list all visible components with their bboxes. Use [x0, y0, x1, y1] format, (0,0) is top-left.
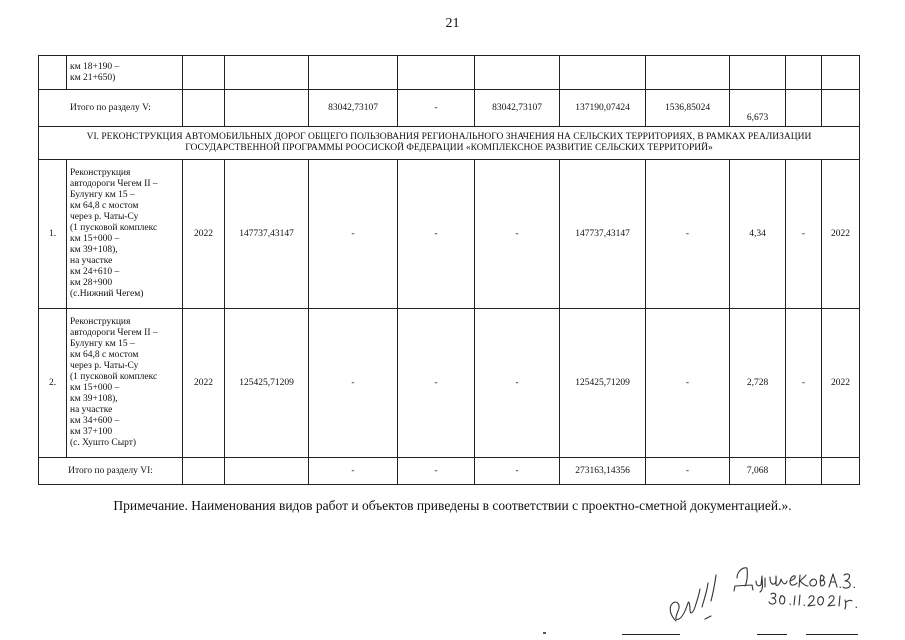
section-header-row [39, 127, 860, 160]
value-cell: - [646, 160, 730, 309]
scan-speck [543, 632, 546, 634]
total-value: - [398, 458, 475, 485]
table-row-continuation [39, 56, 860, 90]
value-cell: 147737,43147 [225, 160, 309, 309]
object-name: Реконструкция автодороги Чегем II – Булунгу км 15 – км 64,8 с мостом через р. Чаты-Су (1 пусковой комплекс км 15+000 – км 39+108), на участке км 24+610 – км 28+900 (с.Нижний Чегем) [67, 160, 183, 309]
signature-line [622, 634, 680, 635]
handwritten-signature [0, 545, 905, 640]
value-cell: - [398, 309, 475, 458]
total-value: 1536,85024 [646, 90, 730, 127]
value-cell: - [786, 309, 822, 458]
value-cell: 4,34 [730, 160, 786, 309]
signature-block [0, 545, 905, 640]
row-number: 2. [39, 309, 67, 458]
value-cell: - [475, 309, 560, 458]
total-label: Итого по разделу V: [39, 90, 183, 127]
table-row [39, 160, 860, 309]
total-value: - [475, 458, 560, 485]
total-label: Итого по разделу VI: [39, 458, 183, 485]
value-cell: - [398, 160, 475, 309]
year-cell: 2022 [183, 160, 225, 309]
year-cell: 2022 [822, 160, 860, 309]
value-cell: - [475, 160, 560, 309]
signature-line [806, 634, 858, 635]
section-title: VI. РЕКОНСТРУКЦИЯ АВТОМОБИЛЬНЫХ ДОРОГ ОБЩЕГО ПОЛЬЗОВАНИЯ РЕГИОНАЛЬНОГО ЗНАЧЕНИЯ НА СЕЛЬСКИХ ТЕРРИТОРИЯХ, В РАМКАХ РЕАЛИЗАЦИИ ГОСУДАРСТВЕННОЙ ПРОГРАММЫ РООСИСКОЙ ФЕДЕРАЦИИ «КОМПЛЕКСНОЕ РАЗВИТИЕ СЕЛЬСКИХ ТЕРРИТОРИЙ» [39, 127, 860, 160]
year-cell: 2022 [183, 309, 225, 458]
value-cell: 2,728 [730, 309, 786, 458]
total-value: - [398, 90, 475, 127]
value-cell: - [646, 309, 730, 458]
value-cell: - [309, 160, 398, 309]
table-row-total-section-v [39, 90, 860, 127]
total-value: 273163,14356 [560, 458, 646, 485]
total-value: - [309, 458, 398, 485]
footnote: Примечание. Наименования видов работ и объектов приведены в соответствии с проектно-сметной документацией.». [113, 498, 792, 513]
table-row [39, 309, 860, 458]
data-table [38, 55, 860, 485]
value-cell: 125425,71209 [560, 309, 646, 458]
signature-line [757, 634, 787, 635]
value-cell: 125425,71209 [225, 309, 309, 458]
total-value: 6,673 [730, 90, 786, 127]
value-cell: - [786, 160, 822, 309]
page-number: 21 [445, 16, 460, 31]
row-number: 1. [39, 160, 67, 309]
total-value: 137190,07424 [560, 90, 646, 127]
total-value: 83042,73107 [475, 90, 560, 127]
table-row-total-section-vi [39, 458, 860, 485]
value-cell: - [309, 309, 398, 458]
year-cell: 2022 [822, 309, 860, 458]
value-cell: 147737,43147 [560, 160, 646, 309]
object-name: км 18+190 – км 21+650) [67, 56, 183, 90]
total-value: - [646, 458, 730, 485]
total-value: 83042,73107 [309, 90, 398, 127]
total-value: 7,068 [730, 458, 786, 485]
object-name: Реконструкция автодороги Чегем II – Булунгу км 15 – км 64,8 с мостом через р. Чаты-Су (1 пусковой комплекс км 15+000 – км 39+108), на участке км 34+600 – км 37+100 (с. Хушто Сырт) [67, 309, 183, 458]
